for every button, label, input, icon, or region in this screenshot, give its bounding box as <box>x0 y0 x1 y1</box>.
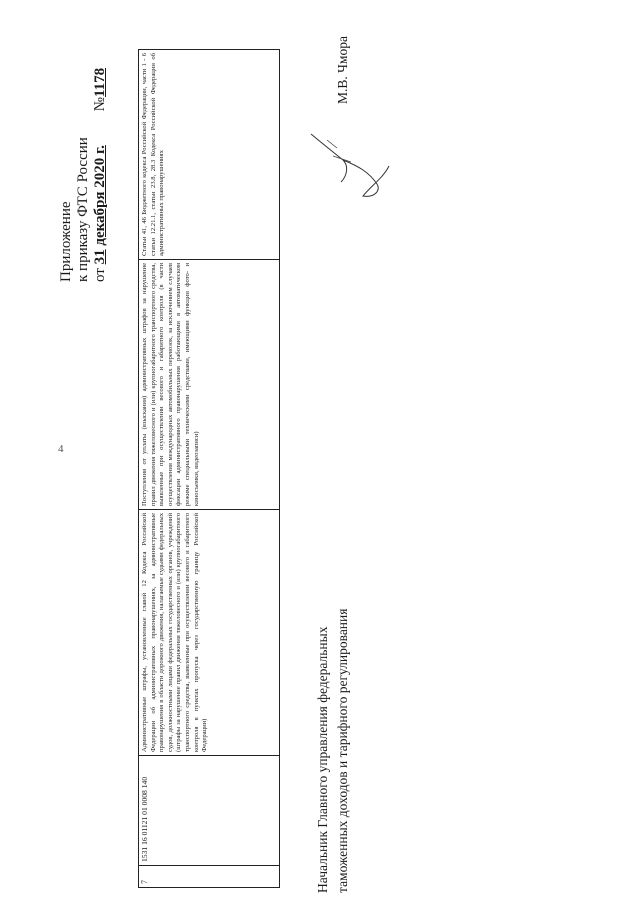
date-day: 31 <box>92 249 108 265</box>
handwritten-signature <box>303 126 393 206</box>
signatory-position-line2: таможенных доходов и тарифного регулирования <box>335 608 350 893</box>
row-number: 7 <box>139 866 280 888</box>
revenue-description: Административные штрафы, установленные главой 12 Кодекса Российской Федерации об административных правонарушениях, за административные правонарушения в области дорожного движения, налагаемые судьями федеральных судов, должностными лицами федеральных государственных органов, учреждений (штрафы за нарушение правил движения тяжеловесного и (или) крупногабаритного транспортного средства, выявленные при осуществлении весового и габаритного контроля в пунктах пропуска через государственную границу Российской Федерации) <box>139 510 280 756</box>
table-row <box>139 50 280 888</box>
appendix-order-line: к приказу ФТС России <box>75 137 91 282</box>
appendix-title: Приложение <box>58 201 74 282</box>
signatory-position-line1: Начальник Главного управления федеральных <box>315 626 330 893</box>
revenue-type: Поступления от уплаты (взыскания) административных штрафов за нарушение правил движения тяжеловесного и (или) крупногабаритного транспортного средства, выявленные при осуществлении весового и габаритного контроля (в части осуществления международных автомобильных перевозок, за исключением случаев фиксации административного правонарушения работающими в автоматическом режиме специальными техническими средствами, имеющими функции фото- и киносъемки, видеозаписи) <box>139 260 280 510</box>
appendix-header <box>58 52 109 282</box>
page-number: 4 <box>58 443 64 455</box>
order-number: 1178 <box>92 67 108 98</box>
signatory-name: М.В. Чмора <box>335 36 350 104</box>
date-rest: декабря 2020 г. <box>92 145 108 246</box>
revenue-table <box>138 50 280 888</box>
budget-classification-code: 1531 16 01121 01 0008 140 <box>139 756 280 866</box>
legal-basis: Статьи 41, 46 Бюджетного кодекса Российской Федерации, части 1 - 6 статьи 12.21.1, статьи 23.8, 28.3 Кодекса Российской Федерации об административных правонарушениях <box>139 50 280 260</box>
appendix-date-line <box>92 52 109 282</box>
number-prefix: № <box>92 97 108 112</box>
date-prefix: от <box>92 268 108 282</box>
